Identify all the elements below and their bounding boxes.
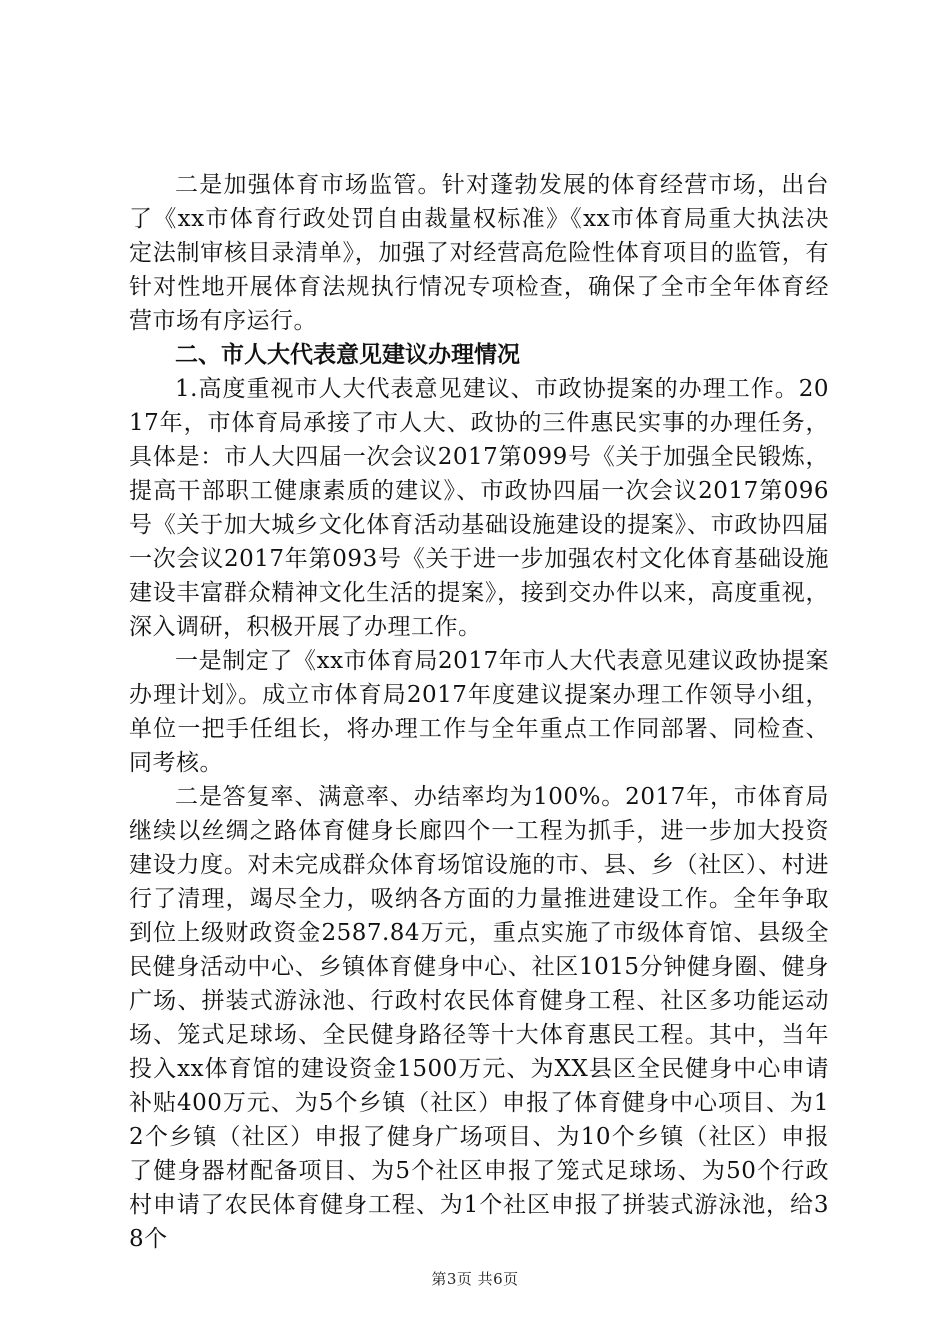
section-heading: 二、市人大代表意见建议办理情况 — [175, 342, 520, 368]
page-footer: 第3页 共6页 — [431, 1270, 519, 1288]
paragraph-proposal-handling: 1.高度重视市人大代表意见建议、市政协提案的办理工作。2017年，市体育局承接了市人大、政协的三件惠民实事的办理任务，具体是：市人大四届一次会议2017第099号《关于加强全民锻炼，提高干部职工健康素质的建议》、市政协四届一次会议2017第096号《关于加大城乡文化体育活动基础设施建设的提案》、市政协四届一次会议2017年第093号《关于进一步加强农村文化体育基础设施建设丰富群众精神文化生活的提案》，接到交办件以来，高度重视，深入调研，积极开展了办理工作。 — [129, 376, 829, 640]
document-body — [129, 168, 829, 1256]
paragraph-handling-plan: 一是制定了《xx市体育局2017年市人大代表意见建议政协提案办理计划》。成立市体育局2017年度建议提案办理工作领导小组，单位一把手任组长，将办理工作与全年重点工作同部署、同检查、同考核。 — [129, 648, 829, 776]
paragraph-market-supervision: 二是加强体育市场监管。针对蓬勃发展的体育经营市场，出台了《xx市体育行政处罚自由裁量权标准》《xx市体育局重大执法决定法制审核目录清单》，加强了对经营高危险性体育项目的监管，有针对性地开展体育法规执行情况专项检查，确保了全市全年体育经营市场有序运行。 — [129, 172, 829, 334]
paragraph-completion-rate: 二是答复率、满意率、办结率均为100%。2017年，市体育局继续以丝绸之路体育健身长廊四个一工程为抓手，进一步加大投资建设力度。对未完成群众体育场馆设施的市、县、乡（社区）、村进行了清理，竭尽全力，吸纳各方面的力量推进建设工作。全年争取到位上级财政资金2587.84万元，重点实施了市级体育馆、县级全民健身活动中心、乡镇体育健身中心、社区1015分钟健身圈、健身广场、拼装式游泳池、行政村农民体育健身工程、社区多功能运动场、笼式足球场、全民健身路径等十大体育惠民工程。其中，当年投入xx体育馆的建设资金1500万元、为XX县区全民健身中心申请补贴400万元、为5个乡镇（社区）申报了体育健身中心项目、为12个乡镇（社区）申报了健身广场项目、为10个乡镇（社区）申报了健身器材配备项目、为5个社区申报了笼式足球场、为50个行政村申请了农民体育健身工程、为1个社区申报了拼装式游泳池，给38个 — [129, 784, 829, 1252]
